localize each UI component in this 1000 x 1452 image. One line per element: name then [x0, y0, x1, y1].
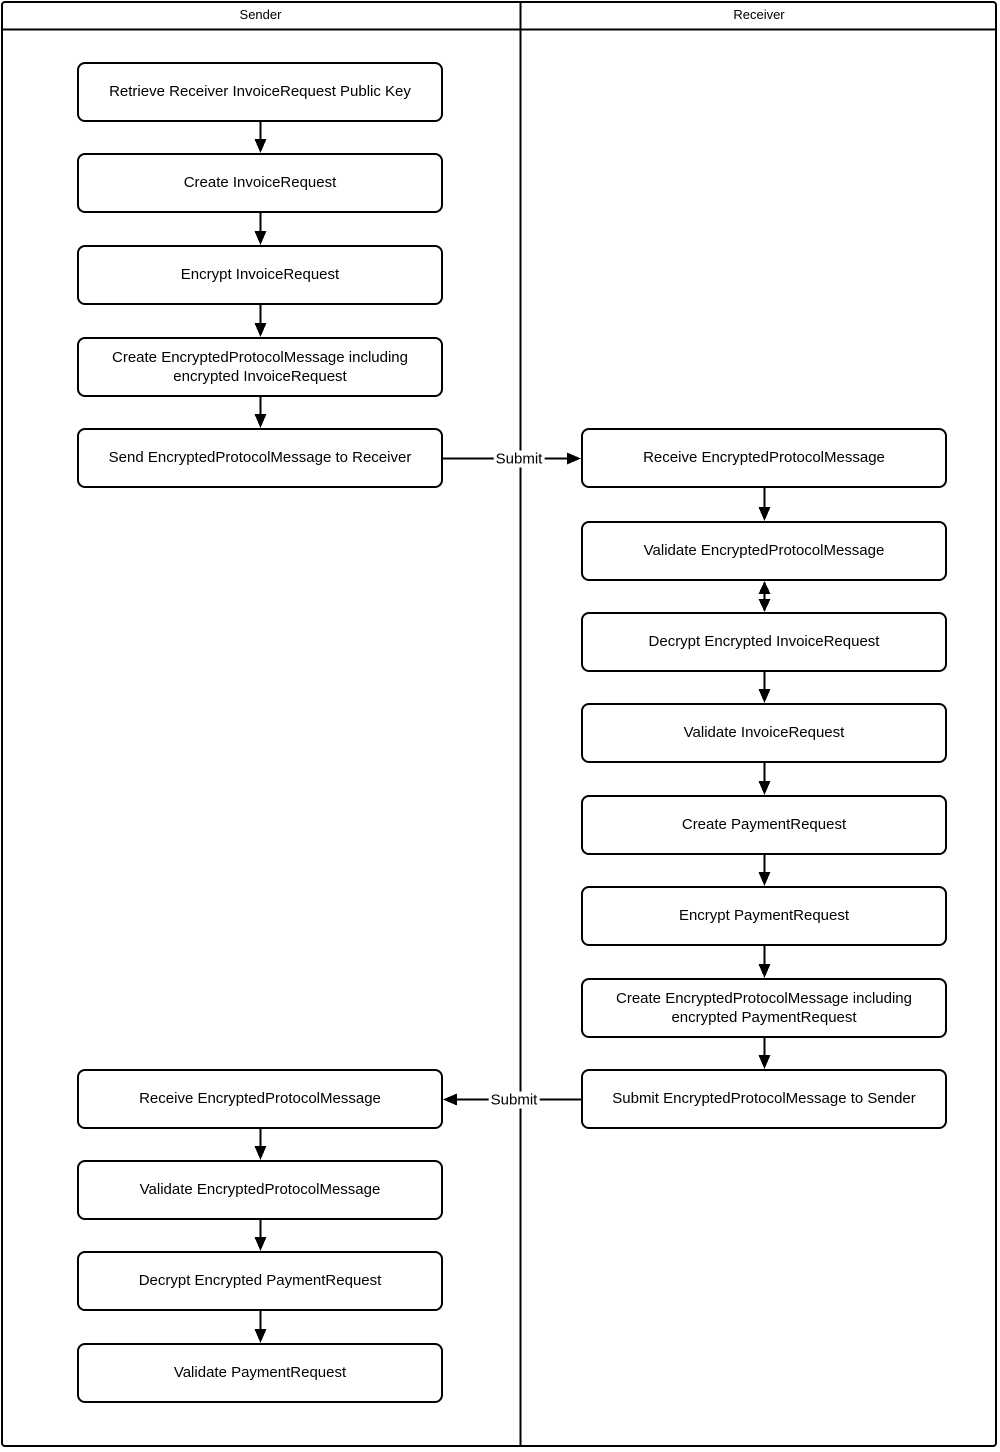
node-encrypt-paymentrequest: Encrypt PaymentRequest	[581, 886, 947, 946]
node-receive-epm-receiver: Receive EncryptedProtocolMessage	[581, 428, 947, 488]
arrow-receiver-2-3-bidirectional	[759, 581, 771, 612]
arrow-sender-7-8	[255, 1220, 267, 1251]
arrow-receiver-4-5	[759, 763, 771, 795]
arrow-sender-2-3	[255, 213, 267, 245]
lane-header-receiver: Receiver	[733, 7, 785, 22]
arrow-receiver-7-8	[759, 1038, 771, 1069]
arrow-receiver-5-6	[759, 855, 771, 886]
node-validate-paymentrequest: Validate PaymentRequest	[77, 1343, 443, 1403]
edge-label-submit-request: Submit	[495, 450, 543, 468]
node-create-invoicerequest: Create InvoiceRequest	[77, 153, 443, 213]
node-validate-epm-receiver: Validate EncryptedProtocolMessage	[581, 521, 947, 581]
arrow-sender-8-9	[255, 1311, 267, 1343]
arrow-sender-1-2	[255, 122, 267, 153]
node-decrypt-paymentrequest: Decrypt Encrypted PaymentRequest	[77, 1251, 443, 1311]
node-validate-epm-sender: Validate EncryptedProtocolMessage	[77, 1160, 443, 1220]
arrow-sender-6-7	[255, 1129, 267, 1160]
node-submit-epm-to-sender: Submit EncryptedProtocolMessage to Sender	[581, 1069, 947, 1129]
edge-label-submit-response: Submit	[490, 1091, 538, 1109]
arrow-receiver-1-2	[759, 488, 771, 521]
node-retrieve-public-key: Retrieve Receiver InvoiceRequest Public Key	[77, 62, 443, 122]
arrow-sender-3-4	[255, 305, 267, 337]
arrow-receiver-3-4	[759, 672, 771, 703]
arrow-sender-4-5	[255, 397, 267, 428]
node-create-paymentrequest: Create PaymentRequest	[581, 795, 947, 855]
node-create-epm-invoicerequest: Create EncryptedProtocolMessage including encrypted InvoiceRequest	[77, 337, 443, 397]
node-decrypt-invoicerequest: Decrypt Encrypted InvoiceRequest	[581, 612, 947, 672]
lane-header-sender: Sender	[239, 7, 282, 22]
node-create-epm-paymentrequest: Create EncryptedProtocolMessage including encrypted PaymentRequest	[581, 978, 947, 1038]
arrow-receiver-6-7	[759, 946, 771, 978]
node-receive-epm-sender: Receive EncryptedProtocolMessage	[77, 1069, 443, 1129]
node-encrypt-invoicerequest: Encrypt InvoiceRequest	[77, 245, 443, 305]
node-validate-invoicerequest: Validate InvoiceRequest	[581, 703, 947, 763]
node-send-epm-to-receiver: Send EncryptedProtocolMessage to Receiver	[77, 428, 443, 488]
